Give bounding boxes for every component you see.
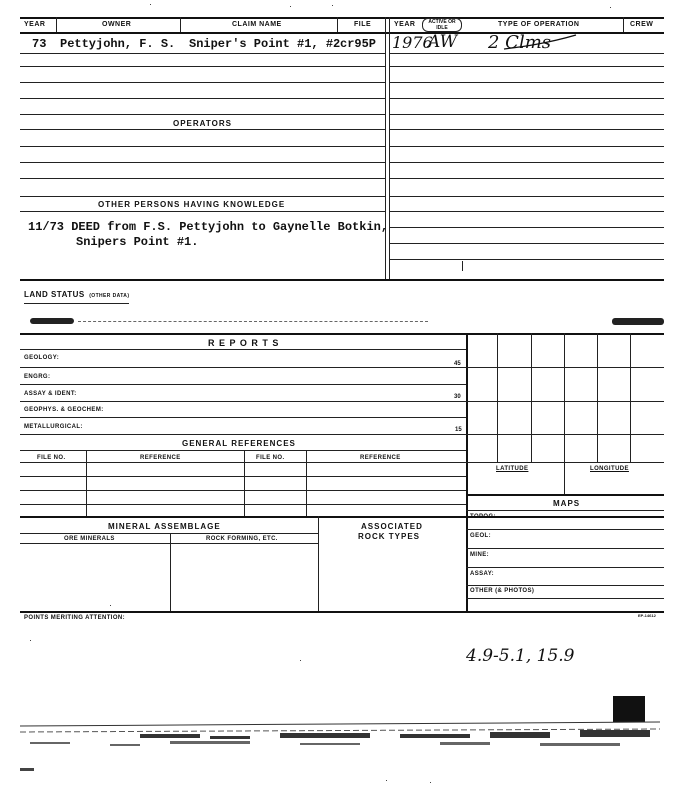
main-divider	[389, 17, 390, 279]
row-line	[389, 53, 664, 54]
row-line	[20, 82, 385, 83]
smudge-mark	[30, 318, 74, 324]
other-persons-title: OTHER PERSONS HAVING KNOWLEDGE	[98, 200, 286, 209]
gr-col-divider	[244, 450, 245, 516]
row-line	[389, 66, 664, 67]
header-active-or-idle: ACTIVE OR IDLE	[422, 18, 462, 32]
grid-line	[630, 333, 631, 463]
operators-title: OPERATORS	[173, 119, 232, 128]
row-line	[389, 129, 664, 130]
row-line	[20, 434, 466, 435]
header-divider	[623, 17, 624, 32]
row-line	[389, 162, 664, 163]
form-bottom-rule	[20, 611, 664, 613]
mineral-rock-forming: ROCK FORMING, ETC.	[206, 536, 278, 542]
grid-line	[564, 333, 565, 495]
gr-col-reference-2: REFERENCE	[360, 455, 401, 461]
reports-top-rule	[20, 333, 664, 335]
map-geol: GEOL:	[470, 533, 491, 539]
row-line	[20, 146, 385, 147]
mineral-ore-minerals: ORE MINERALS	[64, 536, 115, 542]
land-status-title: LAND STATUS	[24, 290, 85, 299]
row1-claim-name: Sniper's Point #1, #2	[189, 37, 341, 51]
report-metallurgical-num: 15	[455, 427, 462, 433]
row-line	[20, 211, 385, 212]
mineral-col-divider	[170, 533, 171, 611]
row1-owner: Pettyjohn, F. S.	[60, 37, 176, 51]
other-persons-line-1: 11/73 DEED from F.S. Pettyjohn to Gaynelle Botkin,	[28, 220, 389, 234]
row-line	[20, 543, 318, 544]
grid-line	[466, 462, 664, 463]
maps-title: MAPS	[553, 499, 581, 508]
row-line	[466, 529, 664, 530]
header-divider	[56, 17, 57, 32]
row-line	[466, 567, 664, 568]
report-geology-num: 45	[454, 361, 461, 367]
header-type-of-operation: TYPE OF OPERATION	[498, 21, 580, 28]
row1-file: cr95P	[340, 37, 377, 51]
row-line	[389, 82, 664, 83]
row-line	[389, 243, 664, 244]
tick-mark	[462, 261, 463, 271]
land-status-heading	[24, 284, 129, 304]
handwritten-underline	[500, 32, 580, 52]
row-line	[389, 259, 664, 260]
main-divider	[385, 17, 386, 279]
faint-line	[78, 321, 428, 322]
row-line	[466, 548, 664, 549]
row-line	[389, 114, 664, 115]
grid-line	[466, 367, 664, 368]
gr-col-reference: REFERENCE	[140, 455, 181, 461]
reports-title: R E P O R T S	[208, 338, 280, 348]
row-line	[20, 349, 466, 350]
mineral-rock-types: ROCK TYPES	[358, 532, 421, 541]
top-section-bottom-rule	[20, 279, 664, 281]
longitude-label: LONGITUDE	[590, 466, 629, 472]
row-line	[20, 178, 385, 179]
row-line	[389, 211, 664, 212]
grid-line	[466, 401, 664, 402]
row-line	[20, 114, 385, 115]
map-assay: ASSAY:	[470, 571, 495, 577]
points-meriting-attention: POINTS MERITING ATTENTION:	[24, 615, 126, 621]
land-status-subtitle: (OTHER DATA)	[89, 293, 130, 299]
header-file: FILE	[354, 21, 372, 28]
report-geophys-label: GEOPHYS. & GEOCHEM:	[24, 407, 104, 413]
handwritten-numbers: 4.9-5.1, 15.9	[466, 646, 575, 666]
header-crew: CREW	[630, 21, 654, 28]
row-line	[389, 178, 664, 179]
smudge-mark	[612, 318, 664, 325]
row-line	[466, 585, 664, 586]
header-owner: OWNER	[102, 21, 132, 28]
mineral-associated: ASSOCIATED	[361, 522, 423, 531]
grid-line	[531, 333, 532, 463]
row-line	[20, 196, 385, 197]
scan-noise-band	[20, 712, 670, 772]
map-mine: MINE:	[470, 552, 489, 558]
row1-handwritten-status: AW	[428, 32, 458, 52]
other-persons-line-2: Snipers Point #1.	[76, 235, 199, 249]
row-line	[20, 98, 385, 99]
header-divider	[180, 17, 181, 32]
header-claim-name: CLAIM NAME	[232, 21, 282, 28]
row-line	[389, 227, 664, 228]
map-other: OTHER (& PHOTOS)	[470, 588, 535, 594]
row-line	[20, 401, 466, 402]
grid-line	[466, 434, 664, 435]
report-engrg-label: ENGRG:	[24, 374, 51, 380]
report-geology-label: GEOLOGY:	[24, 355, 60, 361]
row-line	[389, 98, 664, 99]
report-assay-label: ASSAY & IDENT:	[24, 391, 77, 397]
header-top-rule	[20, 17, 664, 19]
row-line	[20, 533, 318, 534]
map-topog: TOPOG:	[470, 514, 496, 520]
row1-year: 73	[32, 37, 47, 51]
row-line	[20, 53, 385, 54]
grid-line	[497, 333, 498, 463]
row-line	[20, 367, 466, 368]
header-divider	[337, 17, 338, 32]
latitude-label: LATITUDE	[496, 466, 529, 472]
row-line	[466, 510, 664, 511]
reports-right-divider	[466, 333, 468, 611]
header-year-2: YEAR	[394, 21, 416, 28]
header-year: YEAR	[24, 21, 46, 28]
report-assay-num: 30	[454, 394, 461, 400]
maps-top-rule	[466, 494, 664, 496]
grid-line	[597, 333, 598, 463]
report-metallurgical-label: METALLURGICAL:	[24, 424, 83, 430]
general-references-title: GENERAL REFERENCES	[182, 439, 296, 448]
row-line	[20, 417, 466, 418]
gr-col-divider	[306, 450, 307, 516]
form-number: EP-14612	[638, 613, 656, 618]
row-line	[389, 196, 664, 197]
row-line	[389, 146, 664, 147]
gr-col-divider	[86, 450, 87, 516]
mineral-top-rule	[20, 516, 664, 518]
row-line	[20, 384, 466, 385]
row-line	[20, 162, 385, 163]
mineral-title: MINERAL ASSEMBLAGE	[108, 522, 221, 531]
mineral-col-divider	[318, 516, 319, 611]
row-line	[20, 66, 385, 67]
row1-handwritten-year: 1976	[392, 33, 433, 52]
gr-col-file-no: FILE NO.	[37, 455, 66, 461]
row1-handwritten-operation: 2 Clms	[488, 32, 552, 53]
row-line	[466, 598, 664, 599]
row-line	[20, 129, 385, 130]
gr-col-file-no-2: FILE NO.	[256, 455, 285, 461]
